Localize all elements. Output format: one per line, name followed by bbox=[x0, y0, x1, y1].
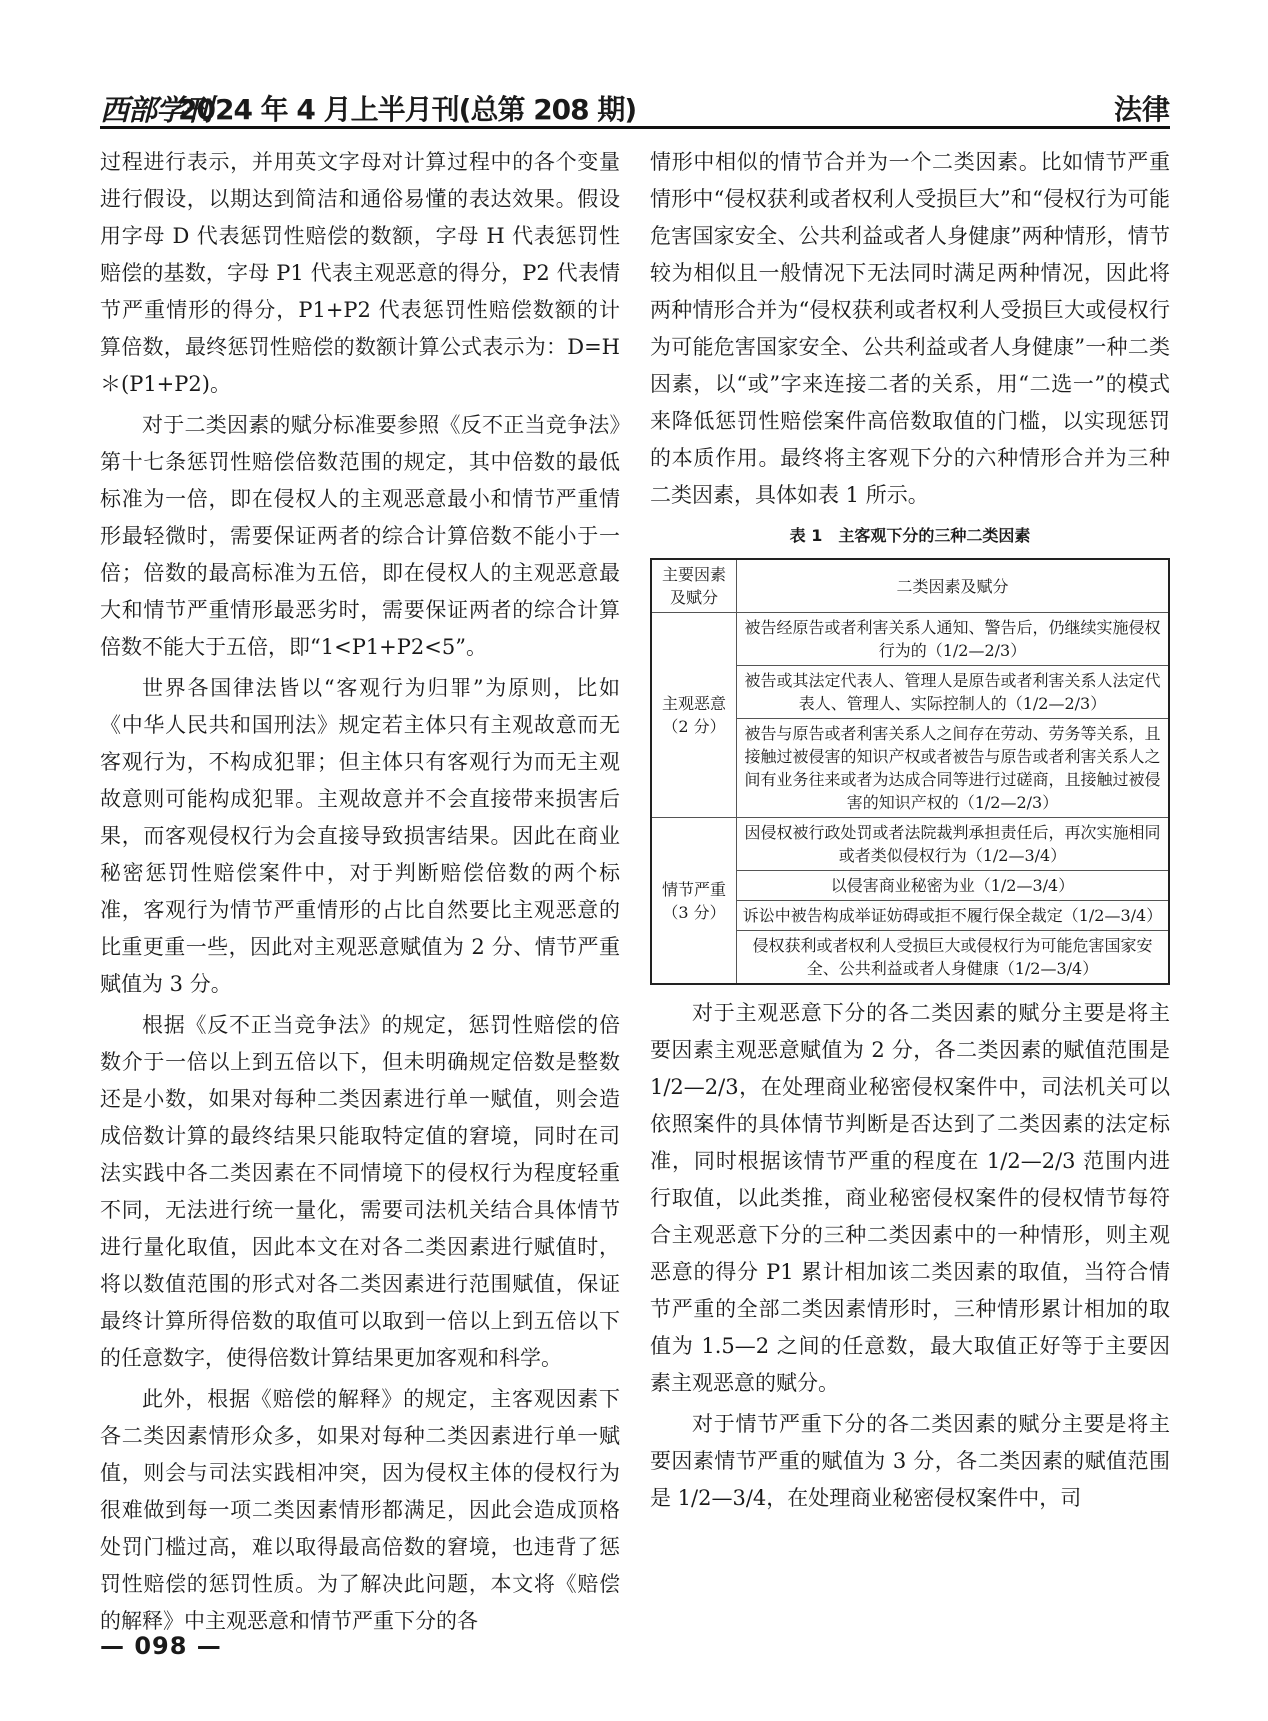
secondary-factor-cell: 被告或其法定代表人、管理人是原告或者利害关系人法定代表人、管理人、实际控制人的（1/2—2/3） bbox=[737, 666, 1170, 719]
secondary-factor-cell: 被告经原告或者利害关系人通知、警告后，仍继续实施侵权行为的（1/2—2/3） bbox=[737, 613, 1170, 666]
table-caption: 表 1 主客观下分的三种二类因素 bbox=[789, 526, 1031, 545]
table-row bbox=[651, 613, 1169, 666]
left-column bbox=[100, 144, 620, 1644]
primary-factor-cell: 情节严重（3 分） bbox=[651, 818, 737, 985]
secondary-factor-cell: 诉讼中被告构成举证妨碍或拒不履行保全裁定（1/2—3/4） bbox=[737, 901, 1170, 931]
table-row bbox=[651, 818, 1169, 871]
right-column bbox=[650, 144, 1170, 1521]
page-number: — 098 — bbox=[100, 1632, 222, 1660]
paragraph: 对于二类因素的赋分标准要参照《反不正当竞争法》第十七条惩罚性赔偿倍数范围的规定，其中倍数的最低标准为一倍，即在侵权人的主观恶意最小和情节严重情形最轻微时，需要保证两者的综合计算倍数不能小于一倍；倍数的最高标准为五倍，即在侵权人的主观恶意最大和情节严重情形最恶劣时，需要保证两者的综合计算倍数不能大于五倍，即“1<P1+P2<5”。 bbox=[100, 413, 620, 659]
paragraph: 过程进行表示，并用英文字母对计算过程中的各个变量进行假设，以期达到简洁和通俗易懂的表达效果。假设用字母 D 代表惩罚性赔偿的数额，字母 H 代表惩罚性赔偿的基数，字母 P1 代表主观恶意的得分，P2 代表情节严重情形的得分，P1+P2 代表惩罚性赔偿数额的计算倍数，最终惩罚性赔偿的数额计算公式表示为：D=H＊(P1+P2)。 bbox=[100, 150, 620, 396]
secondary-factor-cell: 因侵权被行政处罚或者法院裁判承担责任后，再次实施相同或者类似侵权行为（1/2—3/4） bbox=[737, 818, 1170, 871]
paragraph: 对于情节严重下分的各二类因素的赋分主要是将主要因素情节严重的赋值为 3 分，各二类因素的赋值范围是 1/2—3/4，在处理商业秘密侵权案件中，司 bbox=[650, 1412, 1170, 1510]
secondary-factor-cell: 被告与原告或者利害关系人之间存在劳动、劳务等关系，且接触过被侵害的知识产权或者被告与原告或者利害关系人之间有业务往来或者为达成合同等进行过磋商，且接触过被侵害的知识产权的（1/2—2/3） bbox=[737, 719, 1170, 818]
secondary-factor-cell: 以侵害商业秘密为业（1/2—3/4） bbox=[737, 871, 1170, 901]
primary-factor-cell: 主观恶意（2 分） bbox=[651, 613, 737, 818]
table-header-cell: 主要因素及赋分 bbox=[651, 559, 737, 613]
paragraph: 对于主观恶意下分的各二类因素的赋分主要是将主要因素主观恶意赋值为 2 分，各二类因素的赋值范围是 1/2—2/3，在处理商业秘密侵权案件中，司法机关可以依照案件的具体情节判断是否达到了二类因素的法定标准，同时根据该情节严重的程度在 1/2—2/3 范围内进行取值，以此类推，商业秘密侵权案件的侵权情节每符合主观恶意下分的三种二类因素中的一种情形，则主观恶意的得分 P1 累计相加该二类因素的取值，当符合情节严重的全部二类因素情形时，三种情形累计相加的取值为 1.5—2 之间的任意数，最大取值正好等于主要因素主观恶意的赋分。 bbox=[650, 1001, 1170, 1395]
table-header-row bbox=[651, 559, 1169, 613]
journal-logo: 西部学刊 bbox=[100, 93, 213, 127]
running-header bbox=[100, 88, 1170, 127]
section-label: 法律 bbox=[1113, 93, 1170, 126]
issue-info: 2024 年 4 月上半月刊(总第 208 期) bbox=[178, 93, 637, 126]
paragraph: 世界各国律法皆以“客观行为归罪”为原则，比如《中华人民共和国刑法》规定若主体只有主观故意而无客观行为，不构成犯罪；但主体只有客观行为而无主观故意则可能构成犯罪。主观故意并不会直接带来损害后果，而客观侵权行为会直接导致损害结果。因此在商业秘密惩罚性赔偿案件中，对于判断赔偿倍数的两个标准，客观行为情节严重情形的占比自然要比主观恶意的比重更重一些，因此对主观恶意赋值为 2 分、情节严重赋值为 3 分。 bbox=[100, 676, 620, 996]
secondary-factor-cell: 侵权获利或者权利人受损巨大或侵权行为可能危害国家安全、公共利益或者人身健康（1/2—3/4） bbox=[737, 931, 1170, 985]
factor-table bbox=[650, 558, 1170, 985]
paragraph: 此外，根据《赔偿的解释》的规定，主客观因素下各二类因素情形众多，如果对每种二类因素进行单一赋值，则会与司法实践相冲突，因为侵权主体的侵权行为很难做到每一项二类因素情形都满足，因此会造成顶格处罚门槛过高，难以取得最高倍数的窘境，也违背了惩罚性赔偿的惩罚性质。为了解决此问题，本文将《赔偿的解释》中主观恶意和情节严重下分的各 bbox=[100, 1387, 620, 1633]
paragraph: 根据《反不正当竞争法》的规定，惩罚性赔偿的倍数介于一倍以上到五倍以下，但未明确规定倍数是整数还是小数，如果对每种二类因素进行单一赋值，则会造成倍数计算的最终结果只能取特定值的窘境，同时在司法实践中各二类因素在不同情境下的侵权行为程度轻重不同，无法进行统一量化，需要司法机关结合具体情节进行量化取值，因此本文在对各二类因素进行赋值时，将以数值范围的形式对各二类因素进行范围赋值，保证最终计算所得倍数的取值可以取到一倍以上到五倍以下的任意数字，使得倍数计算结果更加客观和科学。 bbox=[100, 1013, 620, 1370]
header-rule bbox=[100, 126, 1170, 129]
table-header-cell: 二类因素及赋分 bbox=[737, 559, 1170, 613]
paragraph: 情形中相似的情节合并为一个二类因素。比如情节严重情形中“侵权获利或者权利人受损巨大”和“侵权行为可能危害国家安全、公共利益或者人身健康”两种情形，情节较为相似且一般情况下无法同时满足两种情况，因此将两种情形合并为“侵权获利或者权利人受损巨大或侵权行为可能危害国家安全、公共利益或者人身健康”一种二类因素，以“或”字来连接二者的关系，用“二选一”的模式来降低惩罚性赔偿案件高倍数取值的门槛，以实现惩罚的本质作用。最终将主客观下分的六种情形合并为三种二类因素，具体如表 1 所示。 bbox=[650, 150, 1170, 507]
